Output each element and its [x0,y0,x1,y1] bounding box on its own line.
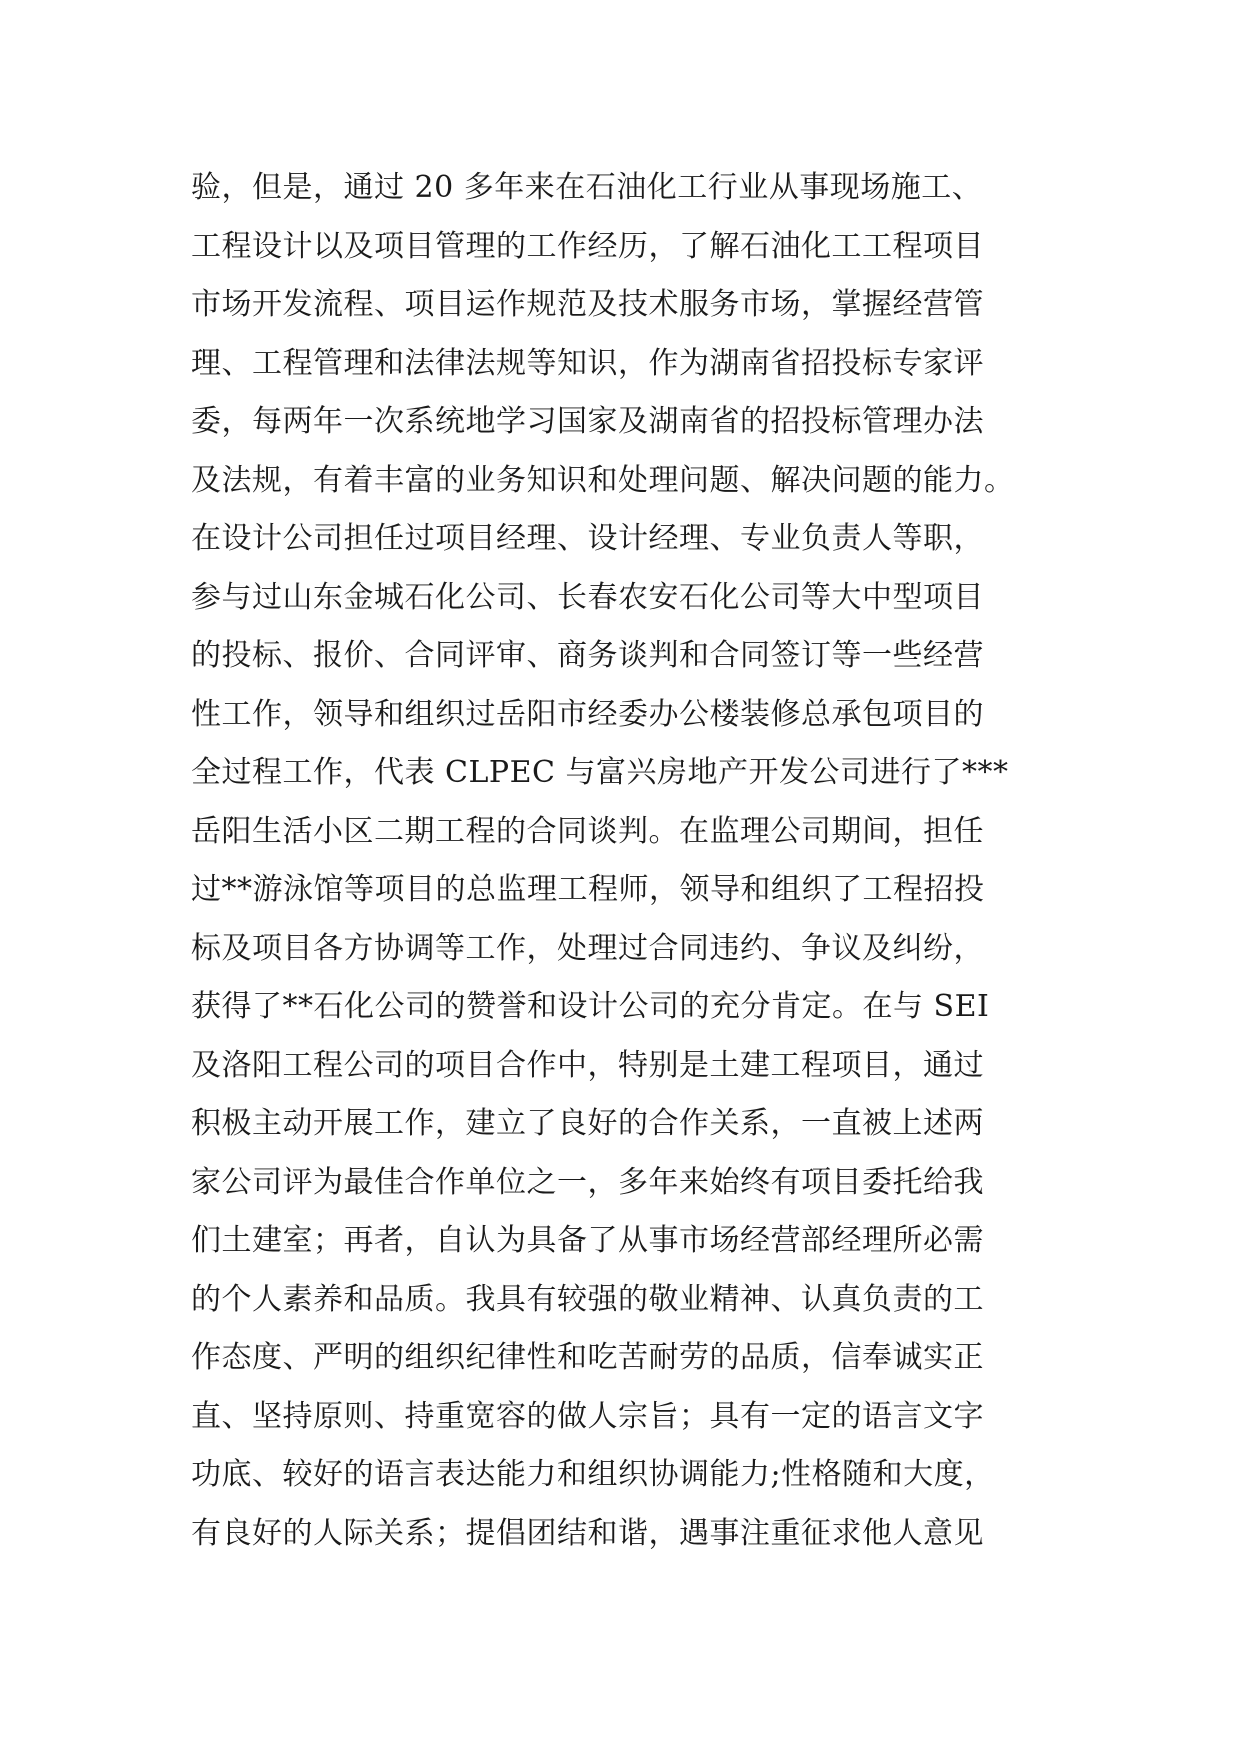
text-line: 工程设计以及项目管理的工作经历，了解石油化工工程项目 [191,228,984,264]
text-line: 的个人素养和品质。我具有较强的敬业精神、认真负责的工 [191,1281,984,1317]
text-line: 过**游泳馆等项目的总监理工程师，领导和组织了工程招投 [191,872,985,907]
text-line: 家公司评为最佳合作单位之一，多年来始终有项目委托给我 [191,1164,984,1200]
text-line: 参与过山东金城石化公司、长春农安石化公司等大中型项目 [191,579,984,615]
text-line: 及法规，有着丰富的业务知识和处理问题、解决问题的能力。 [191,462,1015,498]
text-line: 们土建室；再者，自认为具备了从事市场经营部经理所必需 [191,1223,984,1258]
text-line: 功底、较好的语言表达能力和组织协调能力;性格随和大度， [191,1457,995,1492]
text-line: 标及项目各方协调等工作，处理过合同违约、争议及纠纷， [191,930,984,966]
body-text [191,159,1071,1563]
text-line: 岳阳生活小区二期工程的合同谈判。在监理公司期间，担任 [191,813,984,849]
text-line: 作态度、严明的组织纪律性和吃苦耐劳的品质，信奉诚实正 [191,1340,984,1375]
text-line: 验，但是，通过 20 多年来在石油化工行业从事现场施工、 [191,170,983,205]
text-line: 积极主动开展工作，建立了良好的合作关系，一直被上述两 [191,1106,984,1141]
text-line: 市场开发流程、项目运作规范及技术服务市场，掌握经营管 [191,287,984,322]
text-line: 获得了**石化公司的赞誉和设计公司的充分肯定。在与 SEI [191,989,990,1024]
text-line: 及洛阳工程公司的项目合作中，特别是土建工程项目，通过 [191,1047,984,1083]
text-line: 性工作，领导和组织过岳阳市经委办公楼装修总承包项目的 [191,696,984,732]
text-line: 直、坚持原则、持重宽容的做人宗旨；具有一定的语言文字 [191,1398,984,1434]
text-line: 全过程工作，代表 CLPEC 与富兴房地产开发公司进行了*** [191,755,1009,790]
text-line: 有良好的人际关系；提倡团结和谐，遇事注重征求他人意见 [191,1515,984,1551]
text-line: 的投标、报价、合同评审、商务谈判和合同签订等一些经营 [191,638,984,673]
text-line: 理、工程管理和法律法规等知识，作为湖南省招投标专家评 [191,345,984,381]
text-line: 在设计公司担任过项目经理、设计经理、专业负责人等职， [191,521,984,556]
text-line: 委，每两年一次系统地学习国家及湖南省的招投标管理办法 [191,404,984,439]
